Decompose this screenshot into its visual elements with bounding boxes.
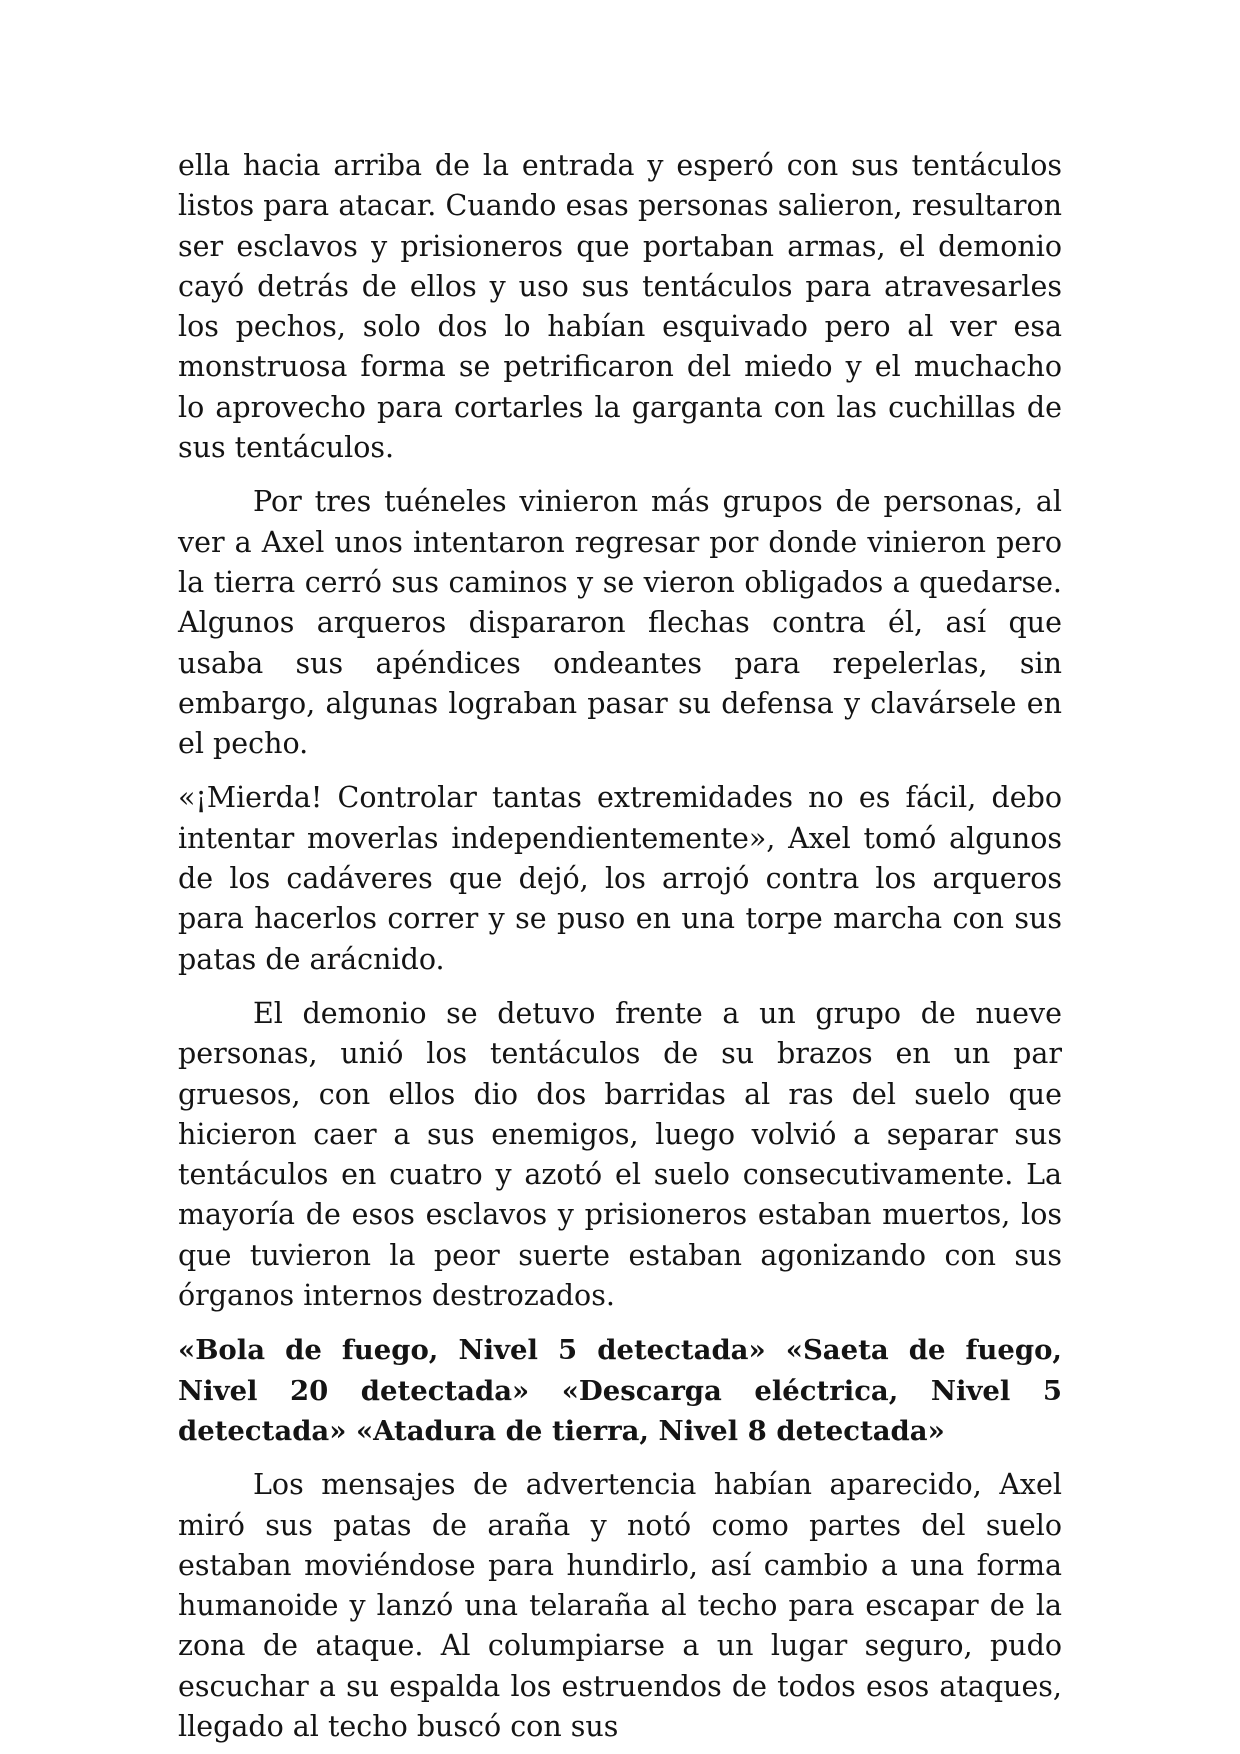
document-page xyxy=(178,146,1062,1747)
paragraph-6: Los mensajes de advertencia habían aparecido, Axel miró sus patas de araña y notó como partes del suelo estaban moviéndose para hundirlo, así cambio a una forma humanoide y lanzó una telaraña al techo para escapar de la zona de ataque. Al columpiarse a un lugar seguro, pudo escuchar a su espalda los estruendos de todos esos ataques, llegado al techo buscó con sus xyxy=(178,1468,1062,1743)
paragraph-2: Por tres tuéneles vinieron más grupos de personas, al ver a Axel unos intentaron regresar por donde vinieron pero la tierra cerró sus caminos y se vieron obligados a quedarse. Algunos arqueros dispararon flechas contra él, así que usaba sus apéndices ondeantes para repelerlas, sin embargo, algunas lograban pasar su defensa y clavársele en el pecho. xyxy=(178,485,1062,761)
paragraph-4: El demonio se detuvo frente a un grupo de nueve personas, unió los tentáculos de su brazos en un par gruesos, con ellos dio dos barridas al ras del suelo que hicieron caer a sus enemigos, luego volvió a separar sus tentáculos en cuatro y azotó el suelo consecutivamente. La mayoría de esos esclavos y prisioneros estaban muertos, los que tuvieron la peor suerte estaban agonizando con sus órganos internos destrozados. xyxy=(178,996,1062,1313)
paragraph-1: ella hacia arriba de la entrada y esperó con sus tentáculos listos para atacar. Cuando esas personas salieron, resultaron ser esclavos y prisioneros que portaban armas, el demonio cayó detrás de ellos y uso sus tentáculos para atravesarles los pechos, solo dos lo habían esquivado pero al ver esa monstruosa forma se petrificaron del miedo y el muchacho lo aprovecho para cortarles la garganta con las cuchillas de sus tentáculos. xyxy=(178,149,1062,465)
system-messages: «Bola de fuego, Nivel 5 detectada» «Saeta de fuego, Nivel 20 detectada» «Descarga eléctrica, Nivel 5 detectada» «Atadura de tierra, Nivel 8 detectada» xyxy=(178,1334,1062,1447)
paragraph-3-inner-thought: «¡Mierda! Controlar tantas extremidades no es fácil, debo intentar moverlas independientemente», Axel tomó algunos de los cadáveres que dejó, los arrojó contra los arqueros para hacerlos correr y se puso en una torpe marcha con sus patas de arácnido. xyxy=(178,781,1062,976)
